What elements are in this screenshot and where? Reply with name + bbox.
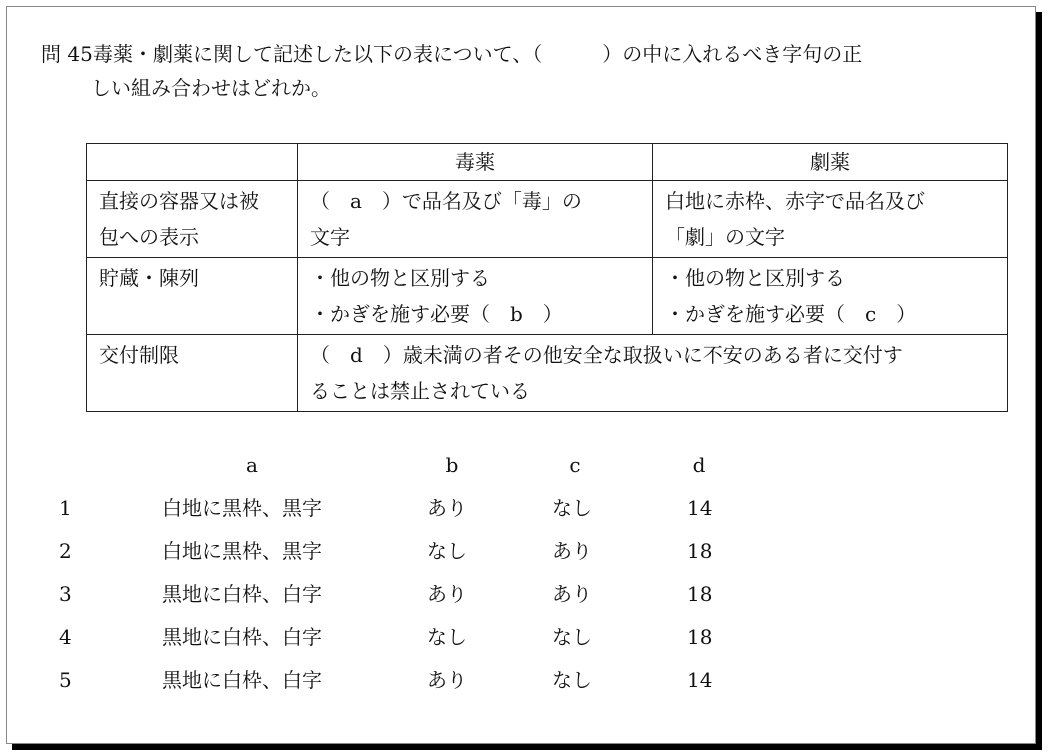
question-text xyxy=(41,37,1001,105)
poison-deleterious-table xyxy=(86,143,1008,412)
cell-line: ・他の物と区別する xyxy=(310,266,490,290)
header-empty-cell xyxy=(87,144,298,181)
row-label-delivery xyxy=(87,335,298,412)
answer-header-row xyxy=(7,447,1035,487)
option-b: あり xyxy=(427,668,467,692)
table-row xyxy=(87,258,1008,335)
cell-line: （ a ）で品名及び「毒」の xyxy=(310,189,582,213)
header-deleterious: 劇薬 xyxy=(653,144,1008,181)
option-d: 18 xyxy=(687,625,713,649)
answer-header-c: c xyxy=(569,453,581,477)
cell-line: 「劇」の文字 xyxy=(665,225,785,249)
cell-line: ・他の物と区別する xyxy=(665,266,845,290)
option-d: 18 xyxy=(687,539,713,563)
option-b: なし xyxy=(427,625,467,649)
option-c: あり xyxy=(552,539,592,563)
answer-header-a: a xyxy=(246,453,258,477)
option-c: なし xyxy=(552,496,592,520)
option-d: 14 xyxy=(687,668,713,692)
header-poison: 毒薬 xyxy=(298,144,653,181)
answer-option-2[interactable] xyxy=(7,533,1035,573)
cell-poison-storage xyxy=(298,258,653,335)
cell-line: 貯蔵・陳列 xyxy=(99,266,199,290)
cell-line: ることは禁止されている xyxy=(310,379,530,403)
question-body-1: 毒薬・劇薬に関して記述した以下の表について、（ ）の中に入れるべき字句の正 xyxy=(93,42,863,66)
document-page xyxy=(6,6,1036,744)
cell-deleterious-storage xyxy=(653,258,1008,335)
option-number: 1 xyxy=(59,496,72,520)
option-number: 2 xyxy=(59,539,72,563)
cell-poison-labeling xyxy=(298,181,653,258)
option-number: 5 xyxy=(59,668,72,692)
table-row xyxy=(87,335,1008,412)
option-b: あり xyxy=(427,496,467,520)
table-header-row xyxy=(87,144,1008,181)
answer-option-3[interactable] xyxy=(7,576,1035,616)
cell-line: ・かぎを施す必要（ b ） xyxy=(310,302,563,326)
cell-line: （ d ）歳未満の者その他安全な取扱いに不安のある者に交付す xyxy=(310,343,903,367)
option-a: 黒地に白枠、白字 xyxy=(162,668,322,692)
cell-deleterious-labeling xyxy=(653,181,1008,258)
cell-line: 交付制限 xyxy=(99,343,179,367)
question-line-2: しい組み合わせはどれか。 xyxy=(91,76,331,100)
option-a: 黒地に白枠、白字 xyxy=(162,625,322,649)
option-number: 4 xyxy=(59,625,72,649)
cell-line: 直接の容器又は被 xyxy=(99,189,259,213)
answer-header-b: b xyxy=(445,453,459,477)
answer-header-d: d xyxy=(692,453,706,477)
cell-line: 白地に赤枠、赤字で品名及び xyxy=(665,189,925,213)
option-b: あり xyxy=(427,582,467,606)
question-number: 問 45 xyxy=(41,42,93,66)
answer-option-5[interactable] xyxy=(7,662,1035,702)
question-line-1 xyxy=(41,37,1001,71)
cell-line: 文字 xyxy=(310,225,350,249)
row-label-storage xyxy=(87,258,298,335)
option-number: 3 xyxy=(59,582,72,606)
option-d: 14 xyxy=(687,496,713,520)
option-c: あり xyxy=(552,582,592,606)
answer-option-1[interactable] xyxy=(7,490,1035,530)
cell-line: 包への表示 xyxy=(99,225,199,249)
cell-line: ・かぎを施す必要（ c ） xyxy=(665,302,917,326)
option-a: 黒地に白枠、白字 xyxy=(162,582,322,606)
option-c: なし xyxy=(552,668,592,692)
row-label-labeling xyxy=(87,181,298,258)
option-b: なし xyxy=(427,539,467,563)
cell-delivery-restriction xyxy=(298,335,1008,412)
option-c: なし xyxy=(552,625,592,649)
option-a: 白地に黒枠、黒字 xyxy=(162,539,322,563)
answer-option-4[interactable] xyxy=(7,619,1035,659)
table-row xyxy=(87,181,1008,258)
option-d: 18 xyxy=(687,582,713,606)
option-a: 白地に黒枠、黒字 xyxy=(162,496,322,520)
